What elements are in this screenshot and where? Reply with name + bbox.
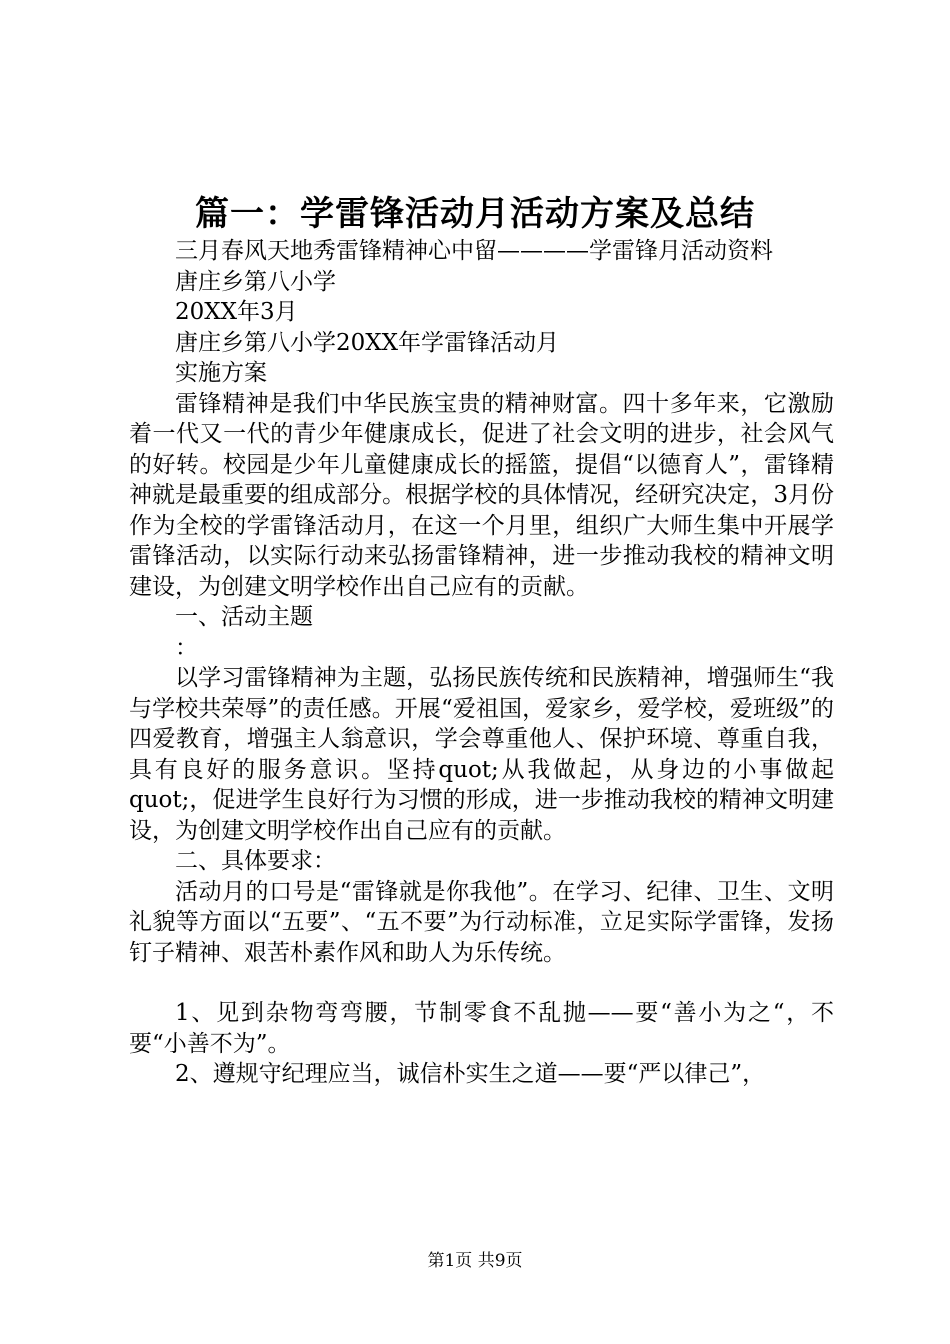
document-body bbox=[129, 236, 834, 1090]
paragraph-gap bbox=[129, 968, 834, 998]
subtitle-paragraph: 三月春风天地秀雷锋精神心中留————学雷锋月活动资料 bbox=[175, 238, 773, 264]
plan-subheading: 实施方案 bbox=[175, 360, 267, 386]
theme-paragraph: 以学习雷锋精神为主题，弘扬民族传统和民族精神，增强师生“我与学校共荣辱”的责任感。开展“爱祖国，爱家乡，爱学校，爱班级”的四爱教育，增强主人翁意识，学会尊重他人、保护环境、尊重自我，具有良好的服务意识。坚持quot;从我做起，从身边的小事做起quot;，促进学生良好行为习惯的形成，进一步推动我校的精神文明建设，为创建文明学校作出自己应有的贡献。 bbox=[129, 665, 834, 844]
plan-heading: 唐庄乡第八小学20XX年学雷锋活动月 bbox=[175, 329, 560, 356]
list-item: 1、见到杂物弯弯腰，节制零食不乱抛——要“善小为之“，不要“小善不为”。 bbox=[129, 1000, 834, 1057]
section-heading-requirements: 二、具体要求： bbox=[175, 848, 336, 874]
intro-paragraph: 雷锋精神是我们中华民族宝贵的精神财富。四十多年来，它激励着一代又一代的青少年健康成长，促进了社会文明的进步，社会风气的好转。校园是少年儿童健康成长的摇篮，提倡“以德育人”，雷锋精神就是最重要的组成部分。根据学校的具体情况，经研究决定，3月份作为全校的学雷锋活动月，在这一个月里，组织广大师生集中开展学雷锋活动，以实际行动来弘扬雷锋精神，进一步推动我校的精神文明建设，为创建文明学校作出自己应有的贡献。 bbox=[129, 390, 834, 600]
list-item: 2、遵规守纪理应当，诚信朴实生之道——要“严以律己”， bbox=[175, 1061, 766, 1087]
colon-line: ： bbox=[175, 634, 198, 661]
document-title: 篇一：学雷锋活动月活动方案及总结 bbox=[195, 194, 755, 234]
requirements-paragraph: 活动月的口号是“雷锋就是你我他”。在学习、纪律、卫生、文明礼貌等方面以“五要”、“五不要”为行动标准，立足实际学雷锋，发扬钉子精神、艰苦朴素作风和助人为乐传统。 bbox=[129, 878, 834, 966]
date-line: 20XX年3月 bbox=[175, 299, 298, 325]
school-name: 唐庄乡第八小学 bbox=[175, 268, 336, 295]
section-heading-theme: 一、活动主题 bbox=[175, 604, 313, 630]
page-footer: 第1页 共9页 bbox=[427, 1251, 523, 1271]
